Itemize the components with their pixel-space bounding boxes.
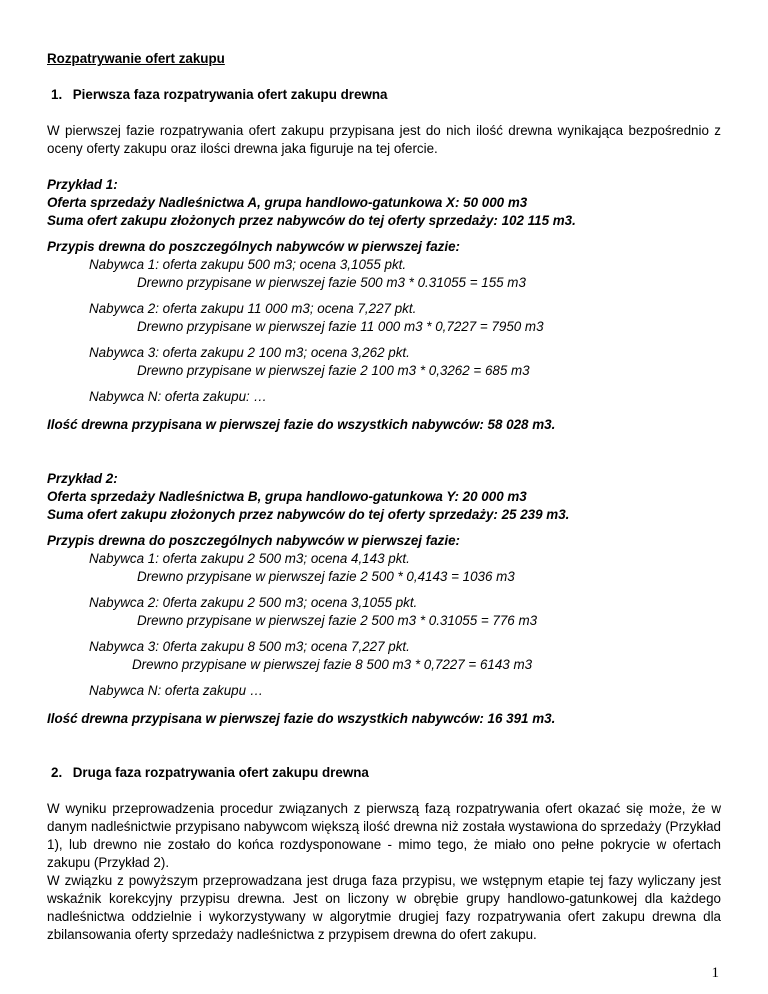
spacer — [47, 728, 721, 764]
example-1-buyer-3 — [47, 344, 721, 380]
page-number: 1 — [711, 965, 719, 981]
example-2-buyer-1 — [47, 550, 721, 586]
example-1-sum: Suma ofert zakupu złożonych przez nabywców do tej oferty sprzedaży: 102 115 m3. — [47, 213, 576, 228]
section-2-paragraph-1: W wyniku przeprowadzenia procedur związanych z pierwszą fazą rozpatrywania ofert okazać się może, że w danym nadleśnictwie przypisano nabywcom większą ilość drewna niż została wystawiona do sprzedaży (Przykład 1), lub drewno nie zostało do końca rozdysponowane - mimo tego, że miało ono pełne pokrycie w ofertach zakupu (Przykład 2). — [47, 801, 721, 870]
example-2-sum: Suma ofert zakupu złożonych przez nabywców do tej oferty sprzedaży: 25 239 m3. — [47, 507, 570, 522]
example-1-title: Przykład 1: — [47, 177, 118, 192]
buyer-line: Nabywca 2: 0ferta zakupu 2 500 m3; ocena 3,1055 pkt. — [89, 595, 418, 610]
buyer-calc: Drewno przypisane w pierwszej fazie 11 000 m3 * 0,7227 = 7950 m3 — [137, 319, 544, 334]
section-1-number: 1. — [51, 87, 63, 102]
section-2-title: Druga faza rozpatrywania ofert zakupu drewna — [72, 765, 369, 780]
example-2-total: Ilość drewna przypisana w pierwszej fazie do wszystkich nabywców: 16 391 m3. — [47, 711, 556, 726]
example-1-buyer-2 — [47, 300, 721, 336]
example-1-alloc-heading: Przypis drewna do poszczególnych nabywców w pierwszej fazie: — [47, 239, 460, 254]
example-2-buyer-n: Nabywca N: oferta zakupu … — [89, 683, 264, 698]
document-page — [47, 50, 721, 944]
example-1-header — [47, 176, 721, 230]
document-title: Rozpatrywanie ofert zakupu — [47, 51, 225, 66]
example-2-buyer-2 — [47, 594, 721, 630]
buyer-line: Nabywca 3: oferta zakupu 2 100 m3; ocena 3,262 pkt. — [89, 345, 410, 360]
buyer-calc: Drewno przypisane w pierwszej fazie 2 500 * 0,4143 = 1036 m3 — [137, 569, 515, 584]
buyer-calc: Drewno przypisane w pierwszej fazie 8 500 m3 * 0,7227 = 6143 m3 — [132, 657, 533, 672]
example-1-buyer-n: Nabywca N: oferta zakupu: … — [89, 389, 267, 404]
example-2-title: Przykład 2: — [47, 471, 118, 486]
section-2-heading — [47, 764, 721, 782]
section-2-paragraph-2: W związku z powyższym przeprowadzana jest druga faza przypisu, we wstępnym etapie tej fazy wyliczany jest wskaźnik korekcyjny przypisu drewna. Jest on liczony w obrębie grupy handlowo-gatunkowej dla każdego nadleśnictwa oddzielnie i wykorzystywany w algorytmie drugiej fazy rozpatrywania ofert zakupu drewna dla zbilansowania oferty sprzedaży nadleśnictwa z przypisem drewna do ofert zakupu. — [47, 873, 721, 942]
section-2-number: 2. — [51, 765, 63, 780]
example-1-offer: Oferta sprzedaży Nadleśnictwa A, grupa handlowo-gatunkowa X: 50 000 m3 — [47, 195, 528, 210]
example-1-total: Ilość drewna przypisana w pierwszej fazie do wszystkich nabywców: 58 028 m3. — [47, 417, 556, 432]
section-1-heading — [47, 86, 721, 104]
buyer-calc: Drewno przypisane w pierwszej fazie 500 m3 * 0.31055 = 155 m3 — [137, 275, 526, 290]
buyer-calc: Drewno przypisane w pierwszej fazie 2 500 m3 * 0.31055 = 776 m3 — [137, 613, 538, 628]
buyer-line: Nabywca 2: oferta zakupu 11 000 m3; ocena 7,227 pkt. — [89, 301, 417, 316]
buyer-calc: Drewno przypisane w pierwszej fazie 2 100 m3 * 0,3262 = 685 m3 — [137, 363, 530, 378]
example-2-alloc-heading: Przypis drewna do poszczególnych nabywców w pierwszej fazie: — [47, 533, 460, 548]
section-1-intro: W pierwszej fazie rozpatrywania ofert zakupu przypisana jest do nich ilość drewna wynikająca bezpośrednio z oceny oferty zakupu oraz ilości drewna jaka figuruje na tej ofercie. — [47, 123, 721, 156]
buyer-line: Nabywca 1: oferta zakupu 500 m3; ocena 3,1055 pkt. — [89, 257, 407, 272]
buyer-line: Nabywca 1: oferta zakupu 2 500 m3; ocena 4,143 pkt. — [89, 551, 410, 566]
spacer — [47, 434, 721, 470]
example-2-offer: Oferta sprzedaży Nadleśnictwa B, grupa handlowo-gatunkowa Y: 20 000 m3 — [47, 489, 527, 504]
example-1-buyer-1 — [47, 256, 721, 292]
section-1-title: Pierwsza faza rozpatrywania ofert zakupu drewna — [72, 87, 388, 102]
example-2-header — [47, 470, 721, 524]
example-2-buyer-3 — [47, 638, 721, 674]
buyer-line: Nabywca 3: 0ferta zakupu 8 500 m3; ocena 7,227 pkt. — [89, 639, 410, 654]
